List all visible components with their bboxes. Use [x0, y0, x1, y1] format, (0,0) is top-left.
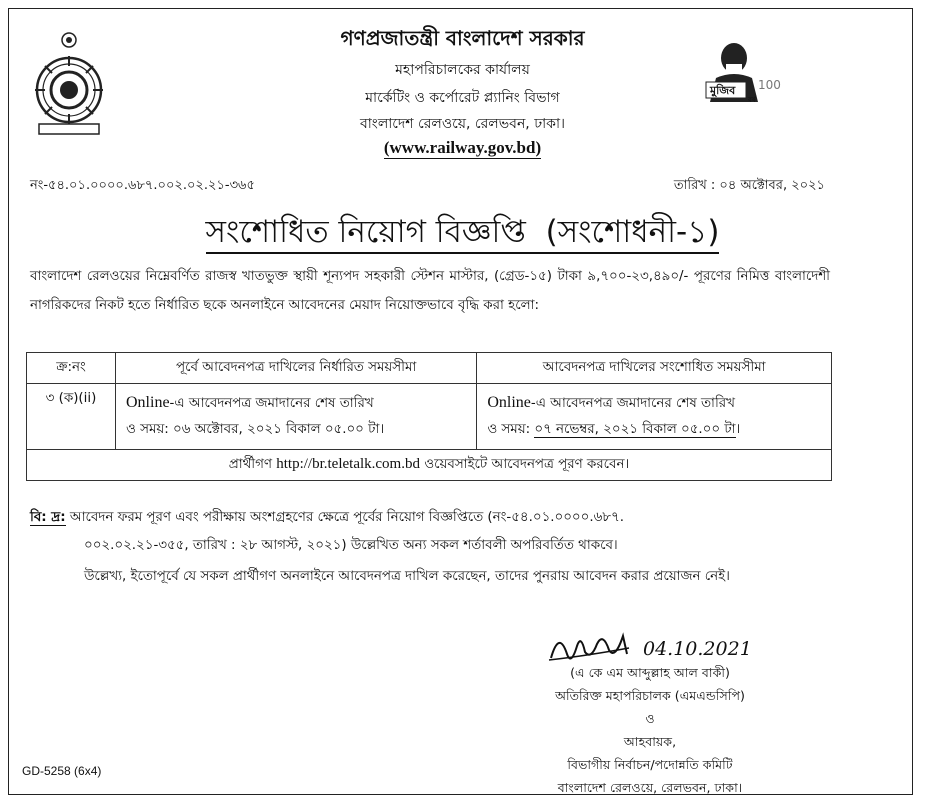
nota-bene: [30, 504, 820, 560]
table-row: [27, 384, 832, 450]
mujib-badge-number: 100: [758, 78, 781, 92]
website-link-wrapper: [0, 138, 925, 158]
notice-title-wrapper: [0, 208, 925, 260]
nb-text-1: আবেদন ফরম পূরণ এবং পরীক্ষায় অংশগ্রহণের ক্ষেত্রে পূর্বের নিয়োগ বিজ্ঞপ্তিতে (নং-৫৪.০১.০০০০.৬৮৭.: [69, 510, 624, 525]
notice-title: সংশোধিত নিয়োগ বিজ্ঞপ্তি (সংশোধনী-১): [206, 214, 720, 254]
table-header-row: [27, 353, 832, 384]
memo-number: নং-৫৪.০১.০০০০.৬৮৭.০০২.০২.২১-৩৬৫: [30, 178, 255, 193]
header-previous-deadline: পূর্বে আবেদনপত্র দাখিলের নির্ধারিত সময়সীমা: [116, 353, 477, 384]
application-note: [27, 450, 832, 481]
signatory-name: (এ কে এম আব্দুল্লাহ আল বাকী): [570, 665, 730, 680]
prev-online-word: Online: [126, 394, 170, 411]
new-line2-suffix: ।: [735, 422, 741, 437]
signatory-address: বাংলাদেশ রেলওয়ে, রেলভবন, ঢাকা।: [557, 780, 743, 795]
row-serial: ৩ (ক)(ii): [27, 384, 116, 450]
nb-text-2: ০০২.০২.২১-৩৫৫, তারিখ : ২৮ আগস্ট, ২০২১) উল্লেখিত অন্য সকল শর্তাবলী অপরিবর্তিত থাকবে।: [84, 538, 618, 553]
footer-code: GD-5258 (6x4): [22, 764, 102, 778]
note-suffix: ওয়েবসাইটে আবেদনপত্র পূরণ করবেন।: [424, 457, 630, 472]
nb-label: বি: দ্র:: [30, 510, 66, 525]
header-revised-deadline: আবেদনপত্র দাখিলের সংশোধিত সময়সীমা: [477, 353, 832, 384]
new-line2-prefix: ও সময়:: [487, 422, 535, 437]
office-heading: মহাপরিচালকের কার্যালয়: [395, 62, 530, 78]
prev-line2: ও সময়: ০৬ অক্টোবর, ২০২১ বিকাল ০৫.০০ টা।: [126, 422, 385, 437]
division-heading: মার্কেটিং ও কর্পোরেট প্ল্যানিং বিভাগ: [365, 90, 560, 106]
signatory-designation: অতিরিক্ত মহাপরিচালক (এমএন্ডসিপি): [555, 688, 745, 703]
signatory-committee: বিভাগীয় নির্বাচন/পদোন্নতি কমিটি: [567, 757, 733, 772]
nb-line-1: [30, 504, 820, 532]
government-heading: গণপ্রজাতন্ত্রী বাংলাদেশ সরকার: [340, 26, 585, 50]
teletalk-link[interactable]: http://br.teletalk.com.bd: [276, 456, 420, 472]
note-paragraph: উল্লেখ্য, ইতোপূর্বে যে সকল প্রার্থীগণ অনলাইনে আবেদনপত্র দাখিল করেছেন, তাদের পুনরায় আবেদন করার প্রয়োজন নেই।: [84, 569, 730, 584]
intro-paragraph: বাংলাদেশ রেলওয়ের নিম্নেবর্ণিত রাজস্ব খাতভুক্ত স্থায়ী শূন্যপদ সহকারী স্টেশন মাস্টার, (গ্রেড-১৫) টাকা ৯,৭০০-২৩,৪৯০/- পূরণের নিমিত্ত বাংলাদেশী নাগরিকদের নিকট হতে নির্ধারিত ছকে অনলাইনে আবেদনের মেয়াদ নিয়োক্তভাবে বৃদ্ধি করা হলো:: [30, 269, 830, 313]
prev-line1: -এ আবেদনপত্র জমাদানের শেষ তারিখ: [169, 396, 374, 411]
table-note-row: [27, 450, 832, 481]
signature-date: 04.10.2021: [643, 638, 752, 660]
mujib-badge-text: মুজিব: [710, 84, 736, 97]
header-serial: ক্র:নং: [27, 353, 116, 384]
issue-date: তারিখ : ০৪ অক্টোবর, ২০২১: [673, 178, 825, 193]
new-deadline-date: ০৭ নভেম্বর, ২০২১ বিকাল ০৫.০০ টা: [534, 422, 736, 437]
signatory-role: আহবায়ক,: [623, 734, 677, 749]
website-link[interactable]: (www.railway.gov.bd): [383, 138, 542, 157]
revised-deadline-cell: [477, 384, 832, 450]
note-prefix: প্রার্থীগণ: [228, 457, 272, 472]
new-online-word: Online: [487, 394, 531, 411]
previous-deadline-cell: [116, 384, 477, 450]
mujib-badge-sub: বর্ষ: [748, 96, 756, 104]
signatory-and: ও: [645, 711, 655, 726]
signatory-block: [480, 661, 820, 799]
new-line1: -এ আবেদনপত্র জমাদানের শেষ তারিখ: [530, 396, 735, 411]
address-heading: বাংলাদেশ রেলওয়ে, রেলভবন, ঢাকা।: [359, 116, 566, 132]
deadline-table: [26, 352, 832, 481]
